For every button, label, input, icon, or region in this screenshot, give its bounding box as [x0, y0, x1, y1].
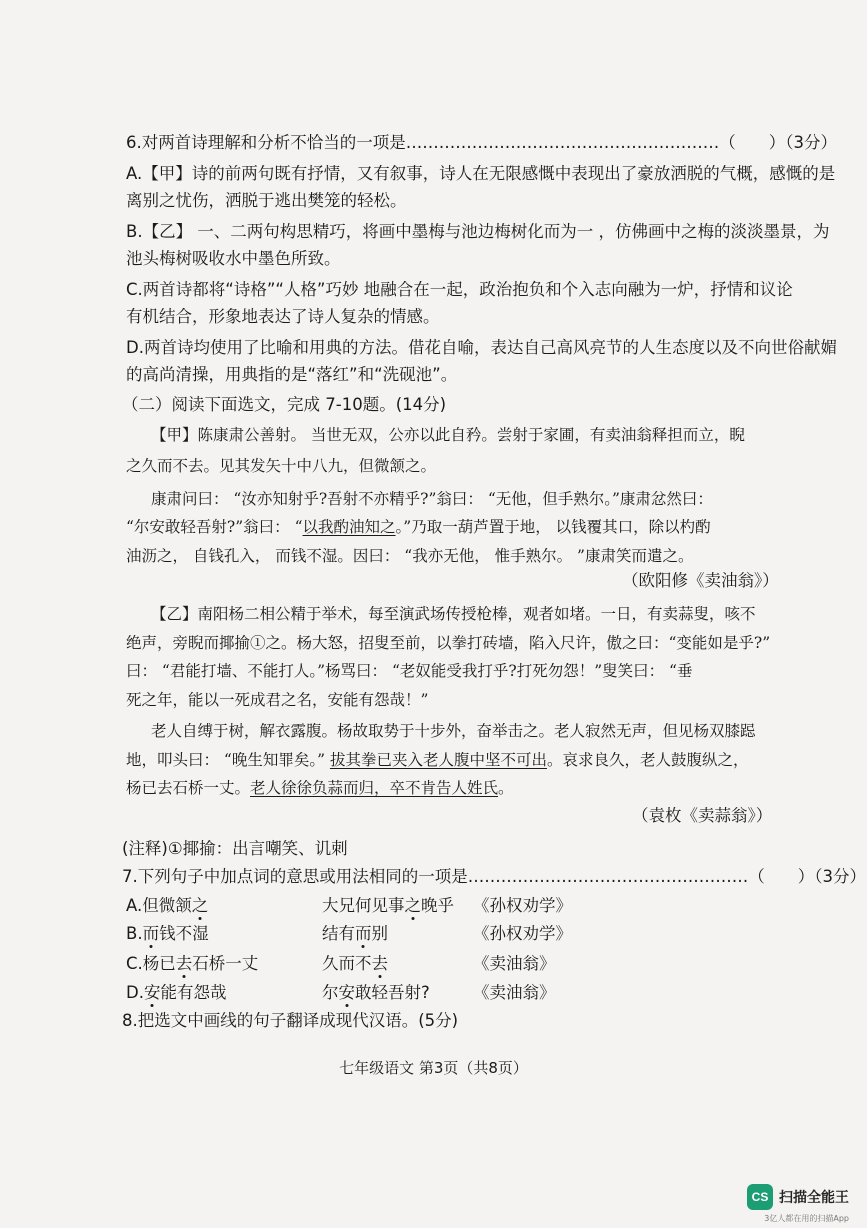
q7-option-a: A.但微颔之 [126, 896, 209, 915]
jia-p2-line2 [126, 516, 711, 538]
annotation-note: (注释)①揶揄：出言嘲笑、讥刺 [122, 839, 348, 858]
q7-option-c: C.杨已去石桥一丈 [126, 954, 259, 973]
yi-p1-line4: 死之年，能以一死成君之名，安能有怨哉！” [126, 691, 429, 709]
q7-option-d: D.安能有怨哉 [126, 983, 227, 1002]
q7-option-d-src: 《卖油翁》 [473, 983, 556, 1002]
yi-source: （袁枚《卖蒜翁》） [632, 806, 773, 825]
emphasis-dot-char: 之 [404, 896, 421, 915]
jia-underlined-sentence: 以我酌油知之 [302, 518, 396, 536]
q7-option-a-src: 《孙权劝学》 [473, 896, 572, 915]
q6-option-a-line2: 离别之忧伤，洒脱于逃出樊笼的轻松。 [126, 191, 407, 210]
emphasis-dot-char: 而 [142, 924, 160, 943]
q6-option-d-line2: 的高尚清操，用典指的是“落红”和“洗砚池”。 [126, 365, 458, 384]
jia-source: （欧阳修《卖油翁》） [622, 571, 779, 590]
emphasis-dot-char: 之 [191, 896, 209, 915]
yi-p2-line1: 老人自缚于树，解衣露腹。杨故取势于十步外，奋举击之。老人寂然无声，但见杨双膝跽 [151, 722, 756, 740]
emphasis-dot-char: 安 [338, 983, 355, 1002]
q7-option-d-pair: 尔安敢轻吾射? [322, 983, 430, 1002]
emphasis-dot-char: 而 [355, 924, 372, 943]
q7-option-c-pair: 久而不去 [322, 954, 388, 973]
yi-p2-line2-a: 地，叩头曰： “晚生知罪矣。” [126, 751, 330, 769]
q6-option-b-line1: B.【乙】 一、二两句构思精巧，将画中墨梅与池边梅树化而为一 ，仿佛画中之梅的淡淡墨景，为 [126, 222, 830, 241]
q6-stem: 6.对两首诗理解和分析不恰当的一项是…………………………………………………（ ）（3分） [126, 133, 837, 152]
q6-option-a-line1: A.【甲】诗的前两句既有抒情，又有叙事，诗人在无限感慨中表现出了豪放洒脱的气概，感慨的是 [126, 164, 836, 183]
q7-option-b-src: 《孙权劝学》 [473, 924, 572, 943]
q6-option-c-line1: C.两首诗都将“诗格”“人格”巧妙 地融合在一起，政治抱负和个入志向融为一炉，抒情和议论 [126, 280, 793, 299]
q6-option-d-line1: D.两首诗均使用了比喻和用典的方法。借花自喻，表达自己高风亮节的人生态度以及不向世俗献媚 [126, 338, 837, 357]
emphasis-dot-char: 去 [175, 954, 193, 973]
q7-option-b-pair: 结有而别 [322, 924, 388, 943]
q8-stem: 8.把选文中画线的句子翻译成现代汉语。(5分) [122, 1011, 459, 1030]
cs-logo-icon: CS [747, 1184, 773, 1210]
yi-p2-line3 [126, 777, 514, 799]
emphasis-dot-char: 安 [143, 983, 161, 1002]
q7-option-c-src: 《卖油翁》 [473, 954, 556, 973]
q7-option-b: B.而钱不湿 [126, 924, 209, 943]
q7-option-a-pair: 大兄何见事之晚乎 [322, 896, 454, 915]
q6-option-b-line2: 池头梅树吸收水中墨色所致。 [126, 249, 341, 268]
brand-name: 扫描全能王 [779, 1190, 849, 1206]
yi-p1-line1: 【乙】南阳杨二相公精于举术，每至演武场传授枪棒，观者如堵。一日，有卖蒜叟，咳不 [151, 605, 756, 623]
jia-p2-line3: 油沥之， 自钱孔入， 而钱不湿。因曰： “我亦无他， 惟手熟尔。 ”康肃笑而遣之。 [126, 547, 694, 565]
brand-tagline: 3亿人都在用的扫描App [764, 1214, 849, 1223]
jia-p1-line2: 之久而不去。见其发矢十中八九，但微颔之。 [126, 457, 437, 475]
yi-p2-line3-b: 。 [498, 779, 514, 797]
jia-p2-line2-a: “尔安敢轻吾射?”翁曰： “ [126, 518, 303, 536]
yi-p2-line2-b: 。哀求良久，老人鼓腹纵之， [546, 751, 749, 769]
jia-p1-line1: 【甲】陈康肃公善射。 当世无双，公亦以此自矜。尝射于家圃，有卖油翁释担而立，睨 [151, 426, 745, 444]
jia-p2-line2-b: 。”乃取一葫芦置于地， 以钱覆其口，除以杓酌 [395, 518, 711, 536]
scanner-watermark [747, 1184, 849, 1210]
yi-p2-line2 [126, 749, 748, 771]
emphasis-dot-char: 去 [371, 954, 388, 973]
yi-p1-line2: 绝声，旁睨而揶揄①之。杨大怒，招叟至前，以拳打砖墙，陷入尺许，傲之曰：“变能如是乎?” [126, 634, 771, 652]
page-footer: 七年级语文 第3页（共8页） [339, 1059, 528, 1077]
section-heading: （二）阅读下面选文，完成 7-10题。(14分) [122, 395, 447, 414]
yi-p1-line3: 曰： “君能打墙、不能打人。”杨骂曰： “老奴能受我打乎?打死勿怨！”叟笑曰： “垂 [126, 662, 693, 680]
yi-p2-line3-a: 杨已去石桥一丈。 [126, 779, 251, 797]
yi-underlined-sentence-1: 拔其拳已夹入老人腹中坚不可出 [329, 751, 547, 769]
q7-stem: 7.下列句子中加点词的意思或用法相同的一项是……………………………………………（ ）（3分） [122, 867, 866, 886]
yi-underlined-sentence-2: 老人徐徐负蒜而归，卒不肯告人姓氏 [250, 779, 499, 797]
jia-p2-line1: 康肃问曰： “汝亦知射乎?吾射不亦精乎?”翁曰： “无他，但手熟尔。”康肃忿然曰： [151, 490, 713, 508]
q6-option-c-line2: 有机结合，形象地表达了诗人复杂的情感。 [126, 307, 440, 326]
